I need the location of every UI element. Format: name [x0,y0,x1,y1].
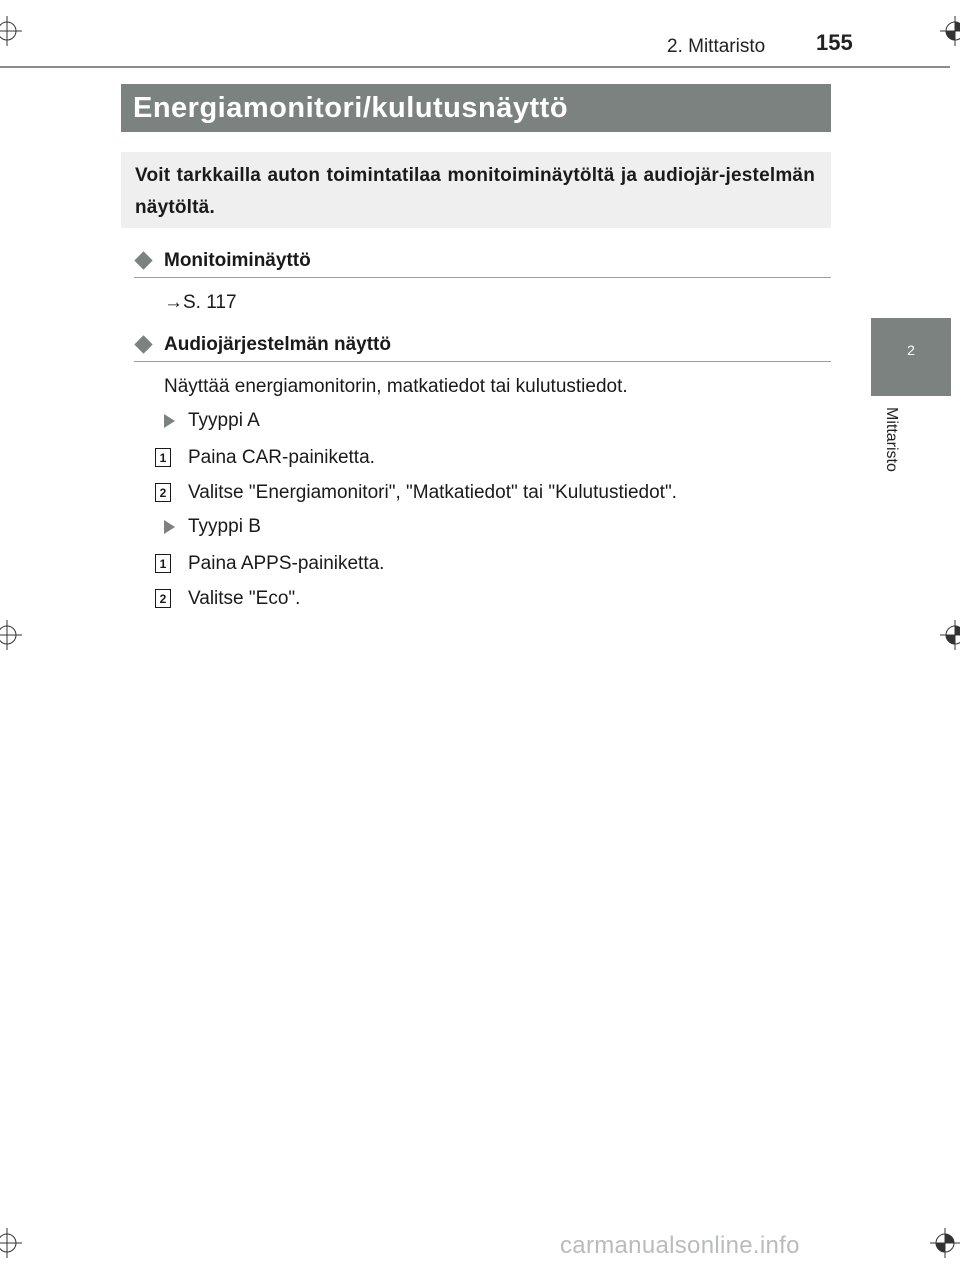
sub-heading-label: Audiojärjestelmän näyttö [164,334,391,355]
step-text: Paina APPS-painiketta. [188,553,385,574]
running-header-section: 2. Mittaristo [667,36,766,57]
type-label: Tyyppi B [188,516,261,537]
step-number-badge: 2 [155,589,171,608]
sub-heading-monitoiminaytto [134,247,831,278]
step-number-badge: 2 [155,483,171,502]
registration-mark-icon [0,16,22,46]
registration-mark-icon [930,1228,960,1258]
chapter-tab-number: 2 [907,342,915,358]
step-text: Paina CAR-painiketta. [188,447,375,468]
triangle-bullet-icon [164,520,175,534]
sub-heading-audiojarjestelma [134,331,831,362]
page-reference: →S. 117 [164,292,237,313]
step-number-badge: 1 [155,554,171,573]
type-label: Tyyppi A [188,410,260,431]
watermark: carmanualsonline.info [560,1232,800,1259]
diamond-bullet-icon [134,335,152,353]
intro-text: Voit tarkkailla auton toimintatilaa monitoiminäytöltä ja audiojär-jestelmän näytöltä. [135,165,815,218]
page-number: 155 [816,30,853,55]
registration-mark-icon [0,620,22,650]
chapter-tab [871,318,951,396]
registration-mark-icon [940,620,960,650]
section-description: Näyttää energiamonitorin, matkatiedot tai kulutustiedot. [164,376,628,397]
registration-mark-icon [940,16,960,46]
step-text: Valitse "Eco". [188,588,301,609]
registration-mark-icon [0,1228,22,1258]
step-text: Valitse "Energiamonitori", "Matkatiedot" tai "Kulutustiedot". [188,482,677,503]
triangle-bullet-icon [164,414,175,428]
page-title: Energiamonitori/kulutusnäyttö [121,84,831,132]
intro-box [121,152,831,228]
sub-heading-label: Monitoiminäyttö [164,250,311,271]
header-divider [0,66,950,68]
chapter-tab-label: Mittaristo [883,407,900,472]
diamond-bullet-icon [134,251,152,269]
step-number-badge: 1 [155,448,171,467]
